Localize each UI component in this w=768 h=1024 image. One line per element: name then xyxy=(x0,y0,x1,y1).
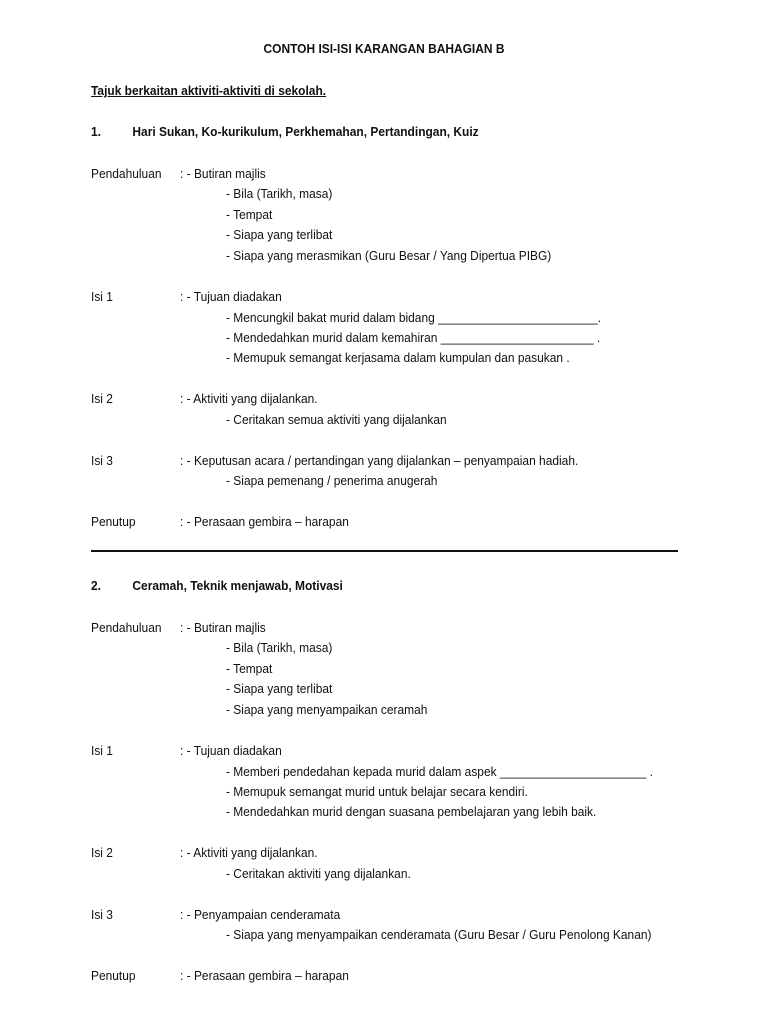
document-title: CONTOH ISI-ISI KARANGAN BAHAGIAN B xyxy=(263,41,505,56)
sub-point: - Memberi pendedahan kepada murid dalam aspek ______________________ . xyxy=(226,764,653,779)
section-number: 1. xyxy=(91,124,101,139)
sub-point: - Mencungkil bakat murid dalam bidang ________________________. xyxy=(226,310,602,325)
part-label: Pendahuluan xyxy=(91,620,162,635)
sub-point: - Ceritakan semua aktiviti yang dijalankan xyxy=(226,412,447,427)
part-label: Isi 2 xyxy=(91,391,113,406)
topic-heading: Tajuk berkaitan aktiviti-aktiviti di sekolah. xyxy=(91,83,327,98)
section-heading xyxy=(91,124,479,139)
sub-point: - Mendedahkan murid dengan suasana pembelajaran yang lebih baik. xyxy=(226,804,597,819)
part-label: Isi 3 xyxy=(91,907,113,922)
part-label: Isi 1 xyxy=(91,743,113,758)
part-first-point: : - Perasaan gembira – harapan xyxy=(180,968,349,983)
sub-point: - Memupuk semangat kerjasama dalam kumpulan dan pasukan . xyxy=(226,350,570,365)
sub-point: - Siapa yang terlibat xyxy=(226,227,333,242)
sub-point: - Memupuk semangat murid untuk belajar secara kendiri. xyxy=(226,784,528,799)
section-number: 2. xyxy=(91,578,101,593)
section-title: Ceramah, Teknik menjawab, Motivasi xyxy=(132,578,343,593)
sub-point: - Tempat xyxy=(226,207,273,222)
sub-point: - Siapa yang merasmikan (Guru Besar / Yang Dipertua PIBG) xyxy=(226,248,552,263)
section-heading xyxy=(91,578,343,593)
part-first-point: : - Tujuan diadakan xyxy=(180,743,282,758)
sub-point: - Siapa yang menyampaikan cenderamata (Guru Besar / Guru Penolong Kanan) xyxy=(226,927,652,942)
section-divider xyxy=(91,550,678,552)
part-first-point: : - Aktiviti yang dijalankan. xyxy=(180,391,318,406)
sub-point: - Siapa yang menyampaikan ceramah xyxy=(226,702,428,717)
sub-point: - Bila (Tarikh, masa) xyxy=(226,640,333,655)
part-first-point: : - Keputusan acara / pertandingan yang dijalankan – penyampaian hadiah. xyxy=(180,453,579,468)
sub-point: - Siapa yang terlibat xyxy=(226,681,333,696)
part-label: Isi 1 xyxy=(91,289,113,304)
part-first-point: : - Butiran majlis xyxy=(180,166,266,181)
sub-point: - Ceritakan aktiviti yang dijalankan. xyxy=(226,866,411,881)
part-first-point: : - Butiran majlis xyxy=(180,620,266,635)
section-title: Hari Sukan, Ko-kurikulum, Perkhemahan, Pertandingan, Kuiz xyxy=(132,124,479,139)
part-first-point: : - Tujuan diadakan xyxy=(180,289,282,304)
part-label: Penutup xyxy=(91,514,136,529)
part-label: Penutup xyxy=(91,968,136,983)
part-label: Pendahuluan xyxy=(91,166,162,181)
part-first-point: : - Aktiviti yang dijalankan. xyxy=(180,845,318,860)
part-first-point: : - Perasaan gembira – harapan xyxy=(180,514,349,529)
sub-point: - Bila (Tarikh, masa) xyxy=(226,186,333,201)
sub-point: - Siapa pemenang / penerima anugerah xyxy=(226,473,438,488)
sub-point: - Mendedahkan murid dalam kemahiran _______________________ . xyxy=(226,330,601,345)
part-label: Isi 3 xyxy=(91,453,113,468)
part-label: Isi 2 xyxy=(91,845,113,860)
sub-point: - Tempat xyxy=(226,661,273,676)
part-first-point: : - Penyampaian cenderamata xyxy=(180,907,341,922)
